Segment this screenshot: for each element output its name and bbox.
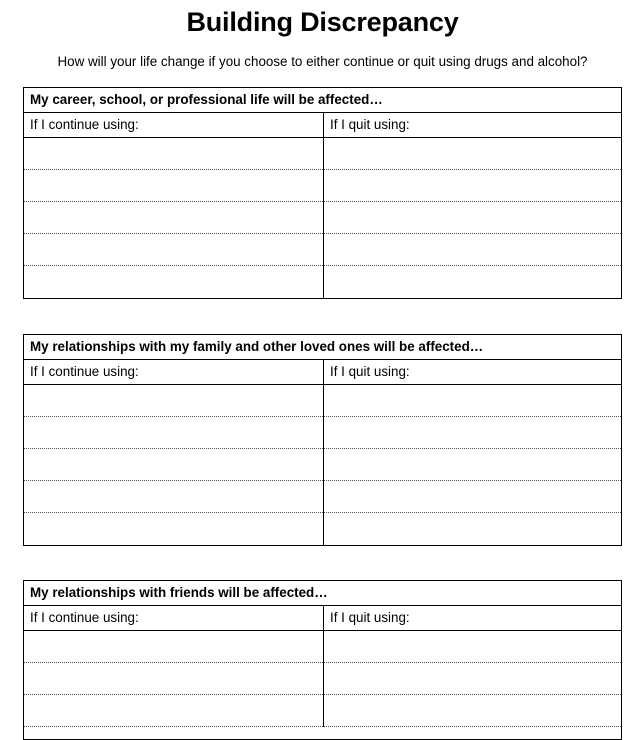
quit-writing-line[interactable] [324,202,621,234]
continue-writing-line[interactable] [24,385,323,417]
section-friends [23,580,622,740]
quit-writing-line[interactable] [324,449,621,481]
continue-label: If I continue using: [24,606,323,631]
quit-writing-line[interactable] [324,170,621,202]
quit-writing-line[interactable] [324,417,621,449]
quit-column [324,606,621,727]
section-grid [24,360,621,545]
page-subtitle: How will your life change if you choose to either continue or quit using drugs and alcohol? [57,54,588,69]
continue-writing-line[interactable] [24,481,323,513]
section-family [23,334,622,546]
quit-label: If I quit using: [324,113,621,138]
quit-writing-line[interactable] [324,266,621,298]
continue-label: If I continue using: [24,113,323,138]
continue-writing-line[interactable] [24,138,323,170]
quit-column [324,113,621,298]
continue-writing-line[interactable] [24,170,323,202]
continue-column [24,606,324,727]
quit-writing-line[interactable] [324,631,621,663]
continue-writing-line[interactable] [24,202,323,234]
continue-column [24,113,324,298]
continue-writing-line[interactable] [24,513,323,545]
quit-writing-line[interactable] [324,663,621,695]
section-heading: My relationships with my family and other loved ones will be affected… [24,335,621,360]
quit-writing-line[interactable] [324,695,621,727]
continue-writing-line[interactable] [24,266,323,298]
quit-writing-line[interactable] [324,234,621,266]
quit-writing-line[interactable] [324,513,621,545]
section-grid [24,606,621,727]
quit-writing-line[interactable] [324,481,621,513]
continue-label: If I continue using: [24,360,323,385]
continue-writing-line[interactable] [24,695,323,727]
quit-column [324,360,621,545]
section-heading: My career, school, or professional life will be affected… [24,88,621,113]
quit-writing-line[interactable] [324,385,621,417]
quit-writing-line[interactable] [324,138,621,170]
quit-label: If I quit using: [324,606,621,631]
continue-column [24,360,324,545]
continue-writing-line[interactable] [24,663,323,695]
section-grid [24,113,621,298]
quit-label: If I quit using: [324,360,621,385]
continue-writing-line[interactable] [24,631,323,663]
section-heading: My relationships with friends will be affected… [24,581,621,606]
continue-writing-line[interactable] [24,449,323,481]
section-career [23,87,622,299]
page-title: Building Discrepancy [186,7,459,37]
continue-writing-line[interactable] [24,417,323,449]
continue-writing-line[interactable] [24,234,323,266]
